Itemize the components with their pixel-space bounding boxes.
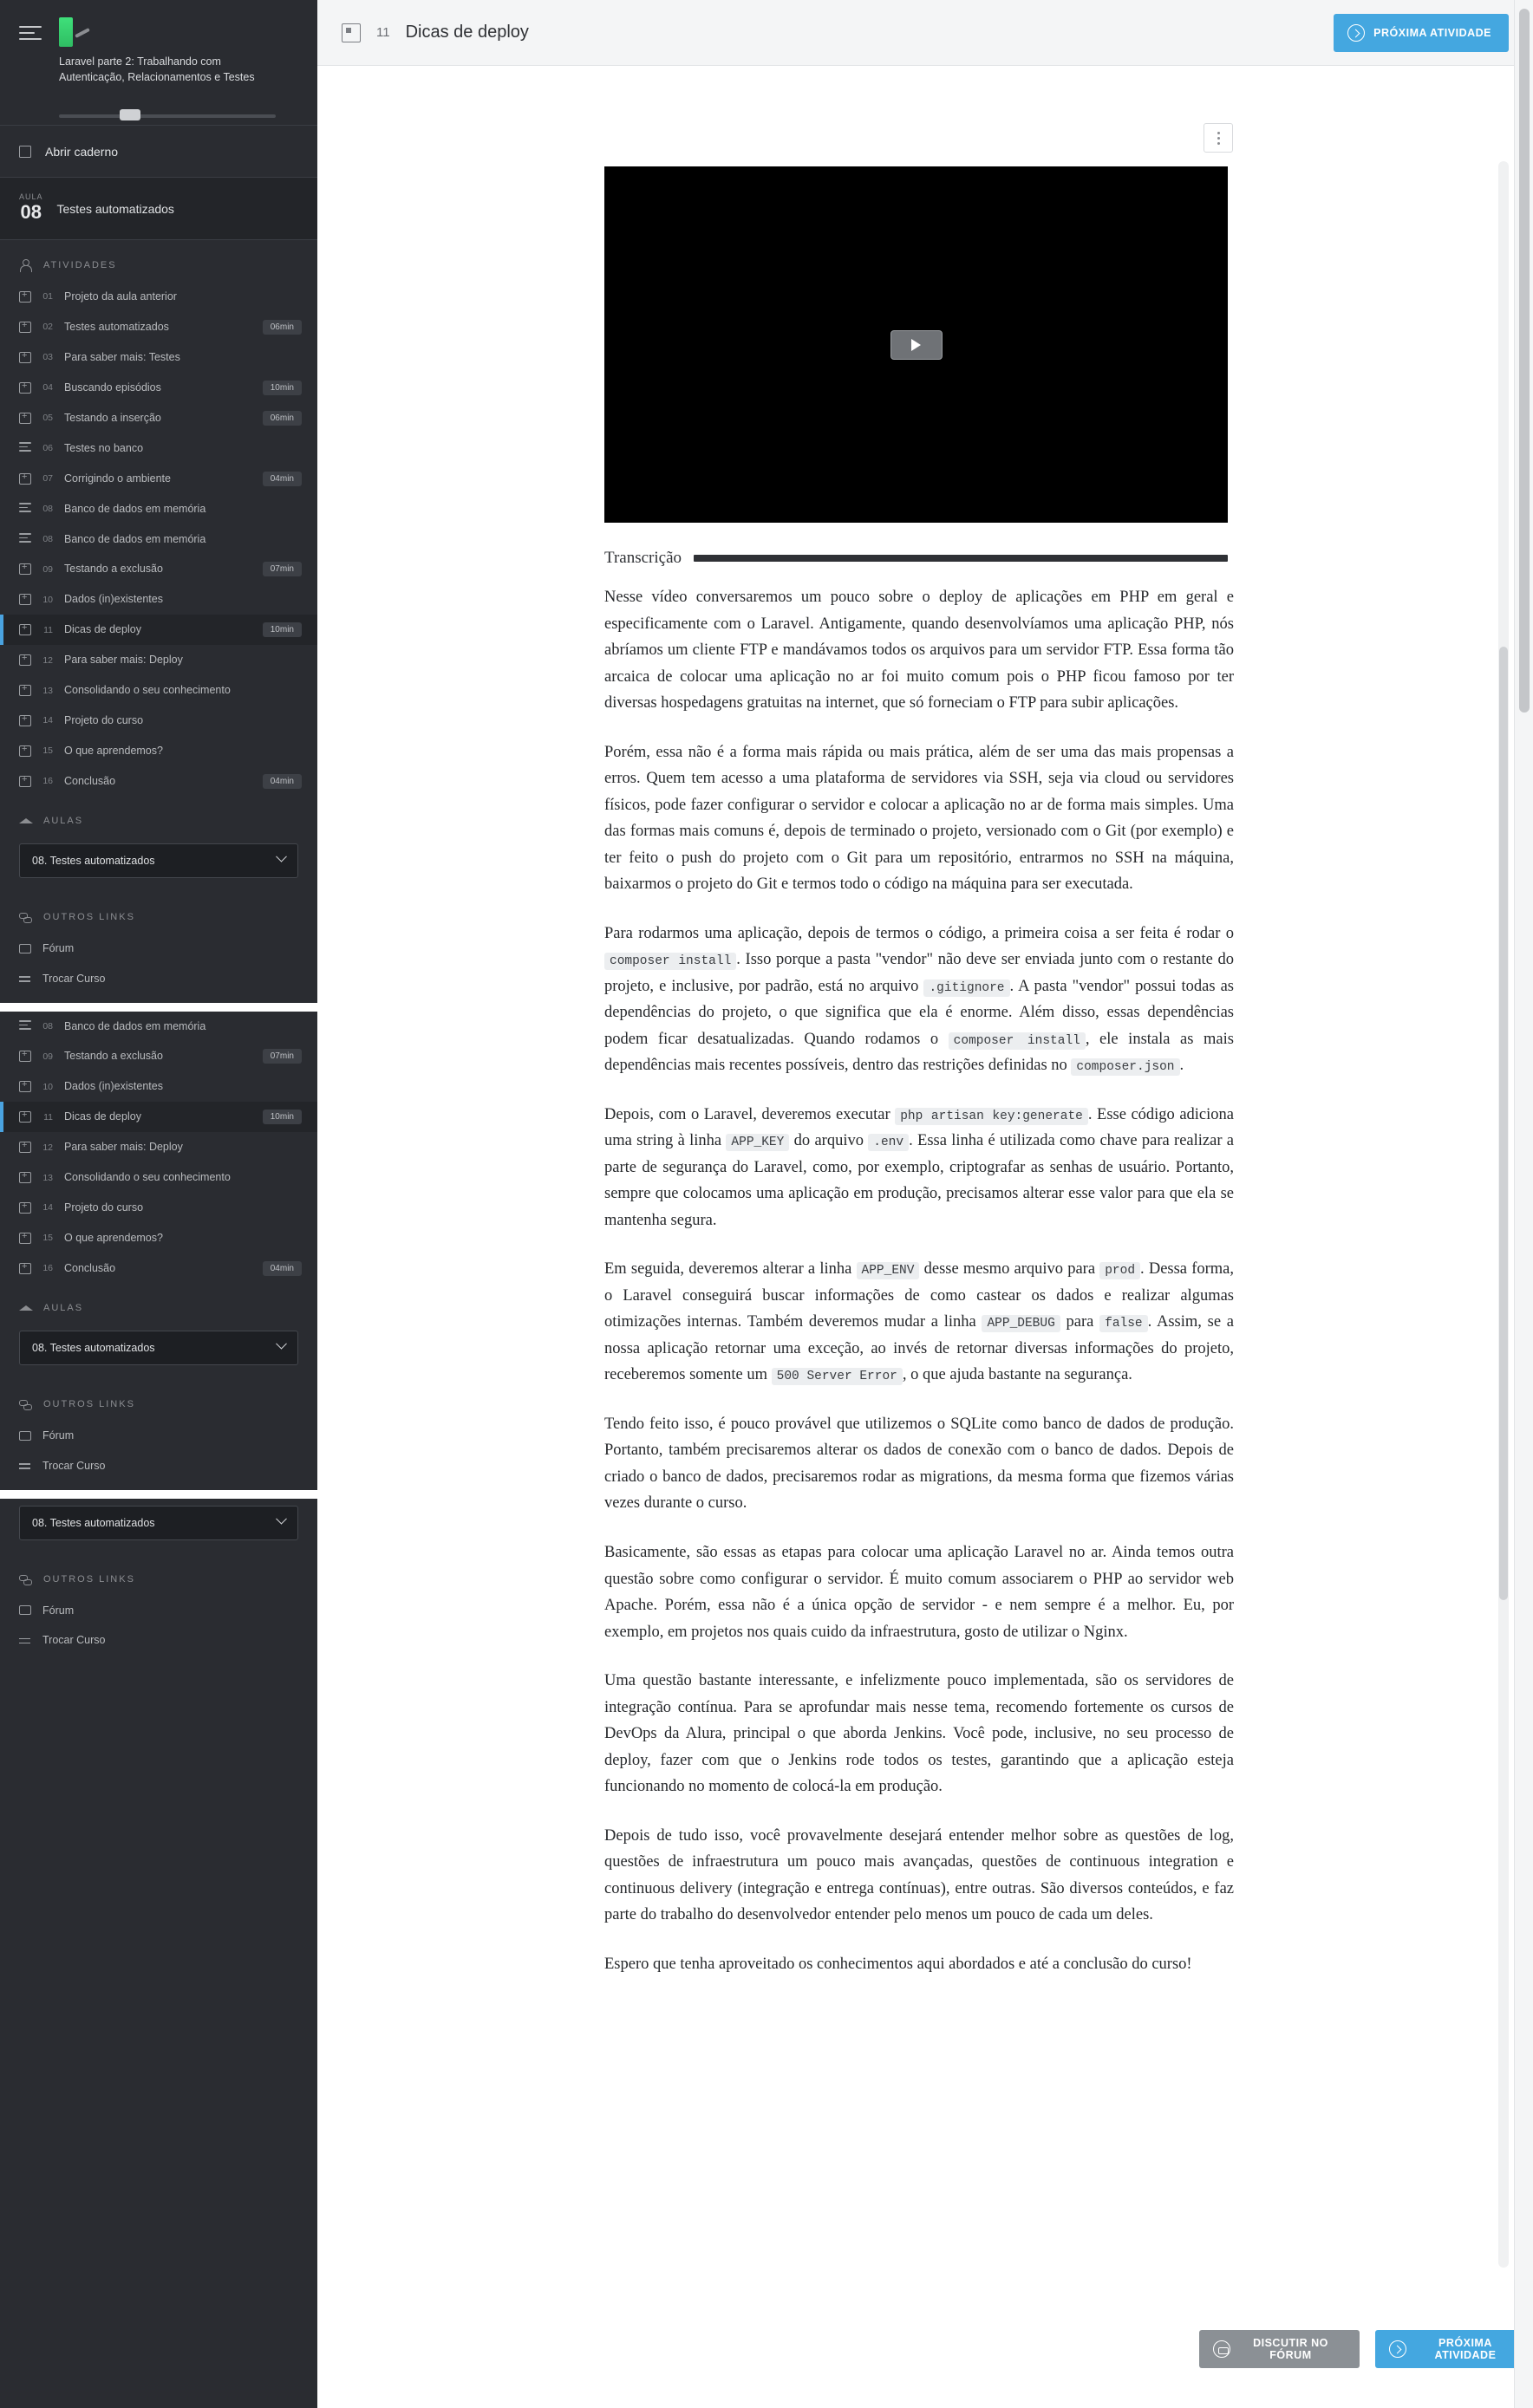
square-plus-icon	[19, 1172, 31, 1183]
activity-index: 13	[42, 685, 53, 696]
open-notebook-button[interactable]	[0, 126, 317, 178]
activity-label: Para saber mais: Deploy	[64, 654, 183, 667]
activity-label: Dicas de deploy	[64, 1110, 141, 1123]
activity-index: 03	[42, 352, 53, 363]
course-title: Laravel parte 2: Trabalhando com Autenticação, Relacionamentos e Testes	[59, 55, 255, 84]
activity-item[interactable]	[0, 1132, 317, 1162]
square-plus-icon	[19, 1202, 31, 1214]
outros-links-label-2: OUTROS LINKS	[43, 1398, 135, 1409]
transcription-paragraph: Depois de tudo isso, você provavelmente desejará entender melhor sobre as questões de log, questões de infraestrutura um pouco mais avançadas, questões de continuous integration e continuous delivery (integração e entrega contínuas), entre outras. São diversos conteúdos, e faz parte do trabalho do desenvolvedor entender pelo menos um pouco de cada um deles.	[604, 1826, 1234, 1924]
page-scrollbar[interactable]	[1514, 0, 1533, 2408]
sidebar-link[interactable]	[0, 1625, 317, 1656]
transcription-rule	[694, 555, 1228, 562]
activity-item[interactable]	[0, 615, 317, 645]
footer-actions	[1199, 2330, 1533, 2368]
activities-header-label: ATIVIDADES	[43, 260, 117, 270]
top-bar	[317, 0, 1533, 66]
link-icon	[19, 1398, 31, 1410]
transcription-paragraph: Uma questão bastante interessante, e infelizmente pouco implementada, são os servidores de integração contínua. Para se aprofundar mais nesse tema, recomendo fortemente os cursos de DevOps da Alura, principal o que aborda Jenkins. Você pode, inclusive, no seu processo de deploy, fazer com que o Jenkins rode todos os testes, garantindo que a aplicação esteja funcionando no momento de colocá-la em produção.	[604, 1672, 1234, 1796]
lesson-number: 08	[20, 201, 42, 224]
activity-index: 14	[42, 715, 53, 726]
activity-label: Testando a inserção	[64, 411, 161, 424]
activity-duration: 10min	[263, 1110, 302, 1124]
sidebar-link[interactable]	[0, 1596, 317, 1626]
activity-duration: 04min	[263, 472, 302, 486]
activity-label: Dados (in)existentes	[64, 1080, 163, 1093]
activity-duration: 07min	[263, 562, 302, 576]
outros-links-label-3: OUTROS LINKS	[43, 1573, 135, 1585]
lesson-aula-label: AULA	[19, 192, 43, 202]
main-content	[317, 0, 1533, 2408]
activity-index: 06	[42, 443, 53, 454]
activity-item[interactable]	[0, 584, 317, 615]
lesson-title: Testes automatizados	[56, 201, 174, 216]
activity-duration: 10min	[263, 381, 302, 395]
square-plus-icon	[19, 1142, 31, 1153]
activity-item[interactable]	[0, 524, 317, 555]
square-plus-icon	[19, 745, 31, 757]
activity-label: Testando a exclusão	[64, 1050, 163, 1063]
chevron-down-icon	[276, 1338, 287, 1350]
activity-label: Testando a exclusão	[64, 563, 163, 576]
activity-index: 08	[42, 504, 53, 515]
activity-label: Buscando episódios	[64, 381, 161, 394]
activity-duration: 04min	[263, 1261, 302, 1276]
outros-links-header	[0, 892, 317, 934]
square-plus-icon	[19, 291, 31, 303]
arrow-right-circle-icon	[1389, 2340, 1406, 2358]
transcription-paragraph: Em seguida, deveremos alterar a linha APP_ENV desse mesmo arquivo para prod . Dessa forma, o Laravel conseguirá buscar informações de como castear os dados e realizar algumas otimizações internas. Também deveremos mudar a linha APP_DEBUG para false . Assim, se a nossa aplicação retornar uma exceção, ao invés de retornar diversas informações do projeto, receberemos somente um 500 Server Error , o que ajuda bastante na segurança.	[604, 1260, 1235, 1384]
activity-duration: 06min	[263, 411, 302, 426]
activity-index: 16	[42, 1263, 53, 1274]
sidebar	[0, 0, 317, 2408]
sidebar-link-label: Trocar Curso	[42, 972, 106, 985]
activity-item[interactable]	[0, 433, 317, 464]
activity-label: Conclusão	[64, 774, 116, 787]
aulas-select-3[interactable]	[19, 1506, 298, 1540]
sidebar-link[interactable]	[0, 1451, 317, 1481]
page-title: Dicas de deploy	[405, 23, 529, 42]
activity-index: 16	[42, 776, 53, 787]
inline-code: composer install	[604, 953, 736, 970]
person-icon	[19, 259, 31, 271]
transcription-paragraph: Tendo feito isso, é pouco provável que utilizemos o SQLite como banco de dados de produção. Portanto, também precisaremos alterar os dados de conexão com o banco de dados. Depois de criado o banco de dados, precisaremos rodar as migrations, da mesma forma que fizemos várias vezes durante o curso.	[604, 1415, 1234, 1513]
outros-links-label: OUTROS LINKS	[43, 911, 135, 922]
square-plus-icon	[19, 1081, 31, 1092]
square-plus-icon	[19, 382, 31, 394]
transcription-paragraph: Porém, essa não é a forma mais rápida ou mais prática, além de ser uma das mais propensas a erros. Quem tem acesso a uma plataforma de servidores via SSH, seja via cloud ou servidores físicos, pode fazer configurar o servidor e colocar a aplicação no ar de forma mais simples. Uma das formas mais comuns é, depois de terminado o projeto, versionado com o Git (por exemplo) e ter feito o push do projeto com o Git para um repositório, entrarmos no SSH na máquina, baixarmos o projeto do Git e termos todo o código na máquina para ser executada.	[604, 743, 1234, 894]
transcription-paragraph: Espero que tenha aproveitado os conhecimentos aqui abordados e até a conclusão do curso!	[604, 1955, 1192, 1973]
activity-index: 01	[42, 291, 53, 303]
chat-circle-icon	[1213, 2340, 1230, 2358]
inline-code: php artisan key:generate	[895, 1108, 1088, 1125]
square-plus-icon	[19, 352, 31, 363]
aulas-select-value: 08. Testes automatizados	[32, 854, 155, 867]
activity-label: Consolidando o seu conhecimento	[64, 684, 231, 697]
aulas-select-2[interactable]	[19, 1331, 298, 1365]
activity-item[interactable]	[0, 312, 317, 342]
inner-scrollbar-thumb[interactable]	[1499, 647, 1508, 1600]
activity-index: 12	[42, 654, 53, 666]
transcription-label: Transcrição	[604, 549, 682, 567]
aulas-select[interactable]	[19, 843, 298, 878]
activity-index: 14	[42, 1202, 53, 1214]
aulas-select-wrap-2	[0, 1324, 317, 1379]
inline-code: composer install	[949, 1032, 1086, 1050]
activity-label: O que aprendemos?	[64, 1231, 163, 1244]
activity-item[interactable]	[0, 1162, 317, 1193]
page-scrollbar-thumb[interactable]	[1519, 9, 1530, 713]
open-notebook-label: Abrir caderno	[45, 144, 119, 159]
activity-item[interactable]	[0, 1041, 317, 1071]
square-plus-icon	[19, 473, 31, 485]
lesson-number-block	[19, 193, 43, 223]
swap-icon	[19, 973, 31, 985]
activity-index: 11	[43, 624, 53, 635]
transcription-paragraph: Para rodarmos uma aplicação, depois de termos o código, a primeira coisa a ser feita é rodar o composer install . Isso porque a pasta "vendor" não deve ser enviada junto com o restante do projeto, e inclusive, por padrão, está no arquivo .gitignore . A pasta "vendor" possui todas as dependências do projeto, o que significa que ela é enorme. Além disso, essas dependências podem ficar desatualizadas. Quando rodamos o composer install , ele instala as mais dependências mais recentes possíveis, dentro das restrições definidas no composer.json .	[604, 924, 1235, 1075]
activity-label: O que aprendemos?	[64, 744, 163, 757]
activity-label: Banco de dados em memória	[64, 502, 206, 515]
lines-icon	[19, 442, 31, 454]
sidebar-link-label: Fórum	[42, 1429, 75, 1442]
aulas-header-label: AULAS	[43, 815, 84, 826]
transcription-paragraph: Basicamente, são essas as etapas para colocar uma aplicação Laravel no ar. Ainda temos outra questão sobre como configurar o servidor. É muito comum associarem o PHP ao servidor web Apache. Porém, essa não é a única opção de servidor - e nem sempre é a melhor. Eu, por exemplo, em projetos nos quais cuido da infraestrutura, gosto de utilizar o Nginx.	[604, 1543, 1234, 1641]
square-plus-icon	[19, 685, 31, 696]
activity-label: Consolidando o seu conhecimento	[64, 1171, 231, 1184]
square-plus-icon	[19, 563, 31, 575]
activity-label: Testes no banco	[64, 441, 144, 454]
activity-label: Dicas de deploy	[64, 623, 141, 636]
activity-index: 02	[42, 322, 53, 333]
swap-icon	[19, 1460, 31, 1472]
sidebar-link-label: Fórum	[42, 1604, 75, 1617]
sidebar-link[interactable]	[0, 964, 317, 994]
square-plus-icon	[19, 413, 31, 424]
activity-item[interactable]	[0, 403, 317, 433]
inline-code: APP_DEBUG	[982, 1315, 1060, 1332]
activity-duration: 06min	[263, 320, 302, 335]
discuss-forum-label: DISCUTIR NO FÓRUM	[1253, 2337, 1328, 2361]
activity-item[interactable]	[0, 342, 317, 373]
links-list-2	[0, 1421, 317, 1490]
inline-code: .gitignore	[923, 979, 1009, 997]
activity-item[interactable]	[0, 736, 317, 766]
activity-index: 07	[42, 473, 53, 485]
activity-index: 15	[42, 745, 53, 757]
square-plus-icon	[19, 776, 31, 787]
activity-index: 11	[43, 1111, 53, 1123]
activity-item[interactable]	[0, 282, 317, 312]
square-plus-icon	[19, 1263, 31, 1274]
activity-label: Dados (in)existentes	[64, 593, 163, 606]
forum-icon	[19, 1431, 31, 1441]
activity-index: 10	[42, 594, 53, 605]
transcription-paragraph: Depois, com o Laravel, deveremos executar php artisan key:generate . Esse código adiciona uma string à linha APP_KEY do arquivo .env . Essa linha é utilizada como chave para realizar a parte de segurança do Laravel, como, por exemplo, criptografar as senhas de usuário. Portanto, sempre que colocamos uma aplicação em produção, precisamos alterar esse valor para que ela se mantenha segura.	[604, 1105, 1235, 1229]
square-plus-icon	[19, 654, 31, 666]
activity-index: 05	[42, 413, 53, 424]
lines-icon	[19, 533, 31, 545]
aulas-section-header-2	[0, 1284, 317, 1324]
link-icon	[19, 911, 31, 923]
square-plus-icon	[19, 594, 31, 605]
activity-item[interactable]	[0, 766, 317, 797]
sidebar-gap	[0, 1003, 317, 1012]
activity-item[interactable]	[0, 645, 317, 675]
transcription-body	[604, 584, 1234, 2000]
activity-index: 09	[42, 1051, 53, 1062]
aulas-header-label-2: AULAS	[43, 1302, 84, 1313]
alura-logo-tail-icon	[75, 28, 90, 38]
activity-index: 13	[42, 1172, 53, 1183]
progress-knob[interactable]	[120, 109, 140, 120]
forum-icon	[19, 1605, 31, 1615]
activity-item[interactable]	[0, 1223, 317, 1253]
activity-index: 04	[42, 382, 53, 394]
sidebar-link[interactable]	[0, 1421, 317, 1451]
menu-toggle-icon[interactable]	[19, 26, 42, 43]
activity-duration: 10min	[263, 622, 302, 637]
aulas-select-wrap-3	[0, 1499, 317, 1554]
sidebar-link-label: Trocar Curso	[42, 1634, 106, 1647]
activities-list	[0, 282, 317, 797]
next-activity-button-bottom[interactable]	[1375, 2330, 1533, 2368]
outros-links-header-3	[0, 1554, 317, 1596]
activity-duration: 04min	[263, 774, 302, 789]
collapse-panel-icon[interactable]	[342, 23, 361, 42]
play-icon	[911, 339, 921, 351]
square-plus-icon	[19, 1233, 31, 1244]
inline-code: 500 Server Error	[772, 1368, 903, 1385]
next-activity-button-top[interactable]	[1334, 14, 1509, 52]
sidebar-header	[0, 0, 317, 126]
chevron-down-icon	[276, 1513, 287, 1525]
forum-icon	[19, 944, 31, 953]
activity-item[interactable]	[0, 1102, 317, 1132]
square-plus-icon	[19, 322, 31, 333]
activity-label: Projeto da aula anterior	[64, 290, 177, 303]
activity-item[interactable]	[0, 1193, 317, 1223]
progress-track	[59, 114, 276, 118]
notebook-icon	[19, 146, 31, 158]
activity-index: 09	[42, 563, 53, 575]
aulas-section-header	[0, 797, 317, 836]
activity-item[interactable]	[0, 706, 317, 736]
discuss-forum-button[interactable]	[1199, 2330, 1360, 2368]
aulas-select-wrap	[0, 836, 317, 892]
lines-icon	[19, 1020, 31, 1032]
graduation-cap-icon	[19, 1304, 31, 1312]
sidebar-link-label: Fórum	[42, 941, 75, 954]
square-plus-icon	[19, 1111, 31, 1123]
activity-duration: 07min	[263, 1049, 302, 1064]
links-list-3	[0, 1596, 317, 1665]
next-activity-label-top: PRÓXIMA ATIVIDADE	[1373, 27, 1491, 39]
more-options-button[interactable]	[1204, 123, 1233, 153]
inline-code: prod	[1099, 1262, 1140, 1279]
activity-label: Banco de dados em memória	[64, 1019, 206, 1032]
activity-index: 12	[42, 1142, 53, 1153]
activity-label: Banco de dados em memória	[64, 532, 206, 545]
activity-item[interactable]	[0, 373, 317, 403]
activity-index: 08	[42, 1020, 53, 1032]
current-lesson[interactable]	[0, 178, 317, 240]
activity-index: 15	[42, 1233, 53, 1244]
inline-code: composer.json	[1071, 1058, 1179, 1076]
sidebar-link[interactable]	[0, 934, 317, 964]
activity-item[interactable]	[0, 464, 317, 494]
chevron-down-icon	[276, 851, 287, 862]
transcription-paragraph: Nesse vídeo conversaremos um pouco sobre o deploy de aplicações em PHP em geral e especificamente com o Laravel. Antigamente, quando desenvolvíamos uma aplicação PHP, nós abríamos um cliente FTP e mandávamos todos os arquivos para um servidor FTP. Essa forma tão arcaica de colocar uma aplicação no ar foi muito comum pois o PHP ficou famoso por ter diversas hospedagens gratuitas na internet, que só forneciam o FTP para subir aplicações.	[604, 589, 1234, 713]
square-plus-icon	[19, 1051, 31, 1062]
activity-item[interactable]	[0, 1012, 317, 1042]
aulas-select-value-2: 08. Testes automatizados	[32, 1341, 155, 1354]
square-plus-icon	[19, 715, 31, 726]
activity-item[interactable]	[0, 1071, 317, 1102]
sidebar-link-label: Trocar Curso	[42, 1459, 106, 1472]
activity-label: Para saber mais: Testes	[64, 350, 180, 363]
alura-logo-icon	[59, 17, 73, 47]
graduation-cap-icon	[19, 817, 31, 825]
activity-label: Projeto do curso	[64, 1201, 144, 1214]
square-plus-icon	[19, 624, 31, 635]
swap-icon	[19, 1635, 31, 1647]
sidebar-gap-2	[0, 1490, 317, 1499]
activity-label: Para saber mais: Deploy	[64, 1141, 183, 1154]
inner-scrollbar[interactable]	[1498, 161, 1509, 2268]
activity-label: Projeto do curso	[64, 714, 144, 726]
course-progress[interactable]	[59, 113, 276, 120]
links-list	[0, 934, 317, 1003]
activity-item[interactable]	[0, 554, 317, 584]
inline-code: .env	[868, 1134, 909, 1151]
link-icon	[19, 1573, 31, 1585]
inline-code: false	[1099, 1315, 1148, 1332]
aulas-select-value-3: 08. Testes automatizados	[32, 1516, 155, 1529]
next-activity-label-bottom: PRÓXIMA ATIVIDADE	[1434, 2337, 1497, 2361]
activity-number: 11	[376, 25, 390, 40]
inline-code: APP_KEY	[726, 1134, 789, 1151]
arrow-right-circle-icon	[1347, 24, 1365, 42]
activities-section-header	[0, 240, 317, 282]
video-player[interactable]	[604, 166, 1228, 523]
activity-item[interactable]	[0, 1253, 317, 1284]
lines-icon	[19, 503, 31, 515]
activity-item[interactable]	[0, 494, 317, 524]
inline-code: APP_ENV	[857, 1262, 920, 1279]
outros-links-header-2	[0, 1379, 317, 1421]
activity-item[interactable]	[0, 675, 317, 706]
activity-label: Corrigindo o ambiente	[64, 472, 171, 485]
activity-index: 08	[42, 533, 53, 544]
play-button[interactable]	[890, 330, 943, 360]
activity-label: Conclusão	[64, 1261, 116, 1274]
activity-index: 10	[42, 1081, 53, 1092]
activity-label: Testes automatizados	[64, 320, 169, 333]
transcription-header	[604, 549, 1228, 568]
activities-list-repeat	[0, 1012, 317, 1284]
